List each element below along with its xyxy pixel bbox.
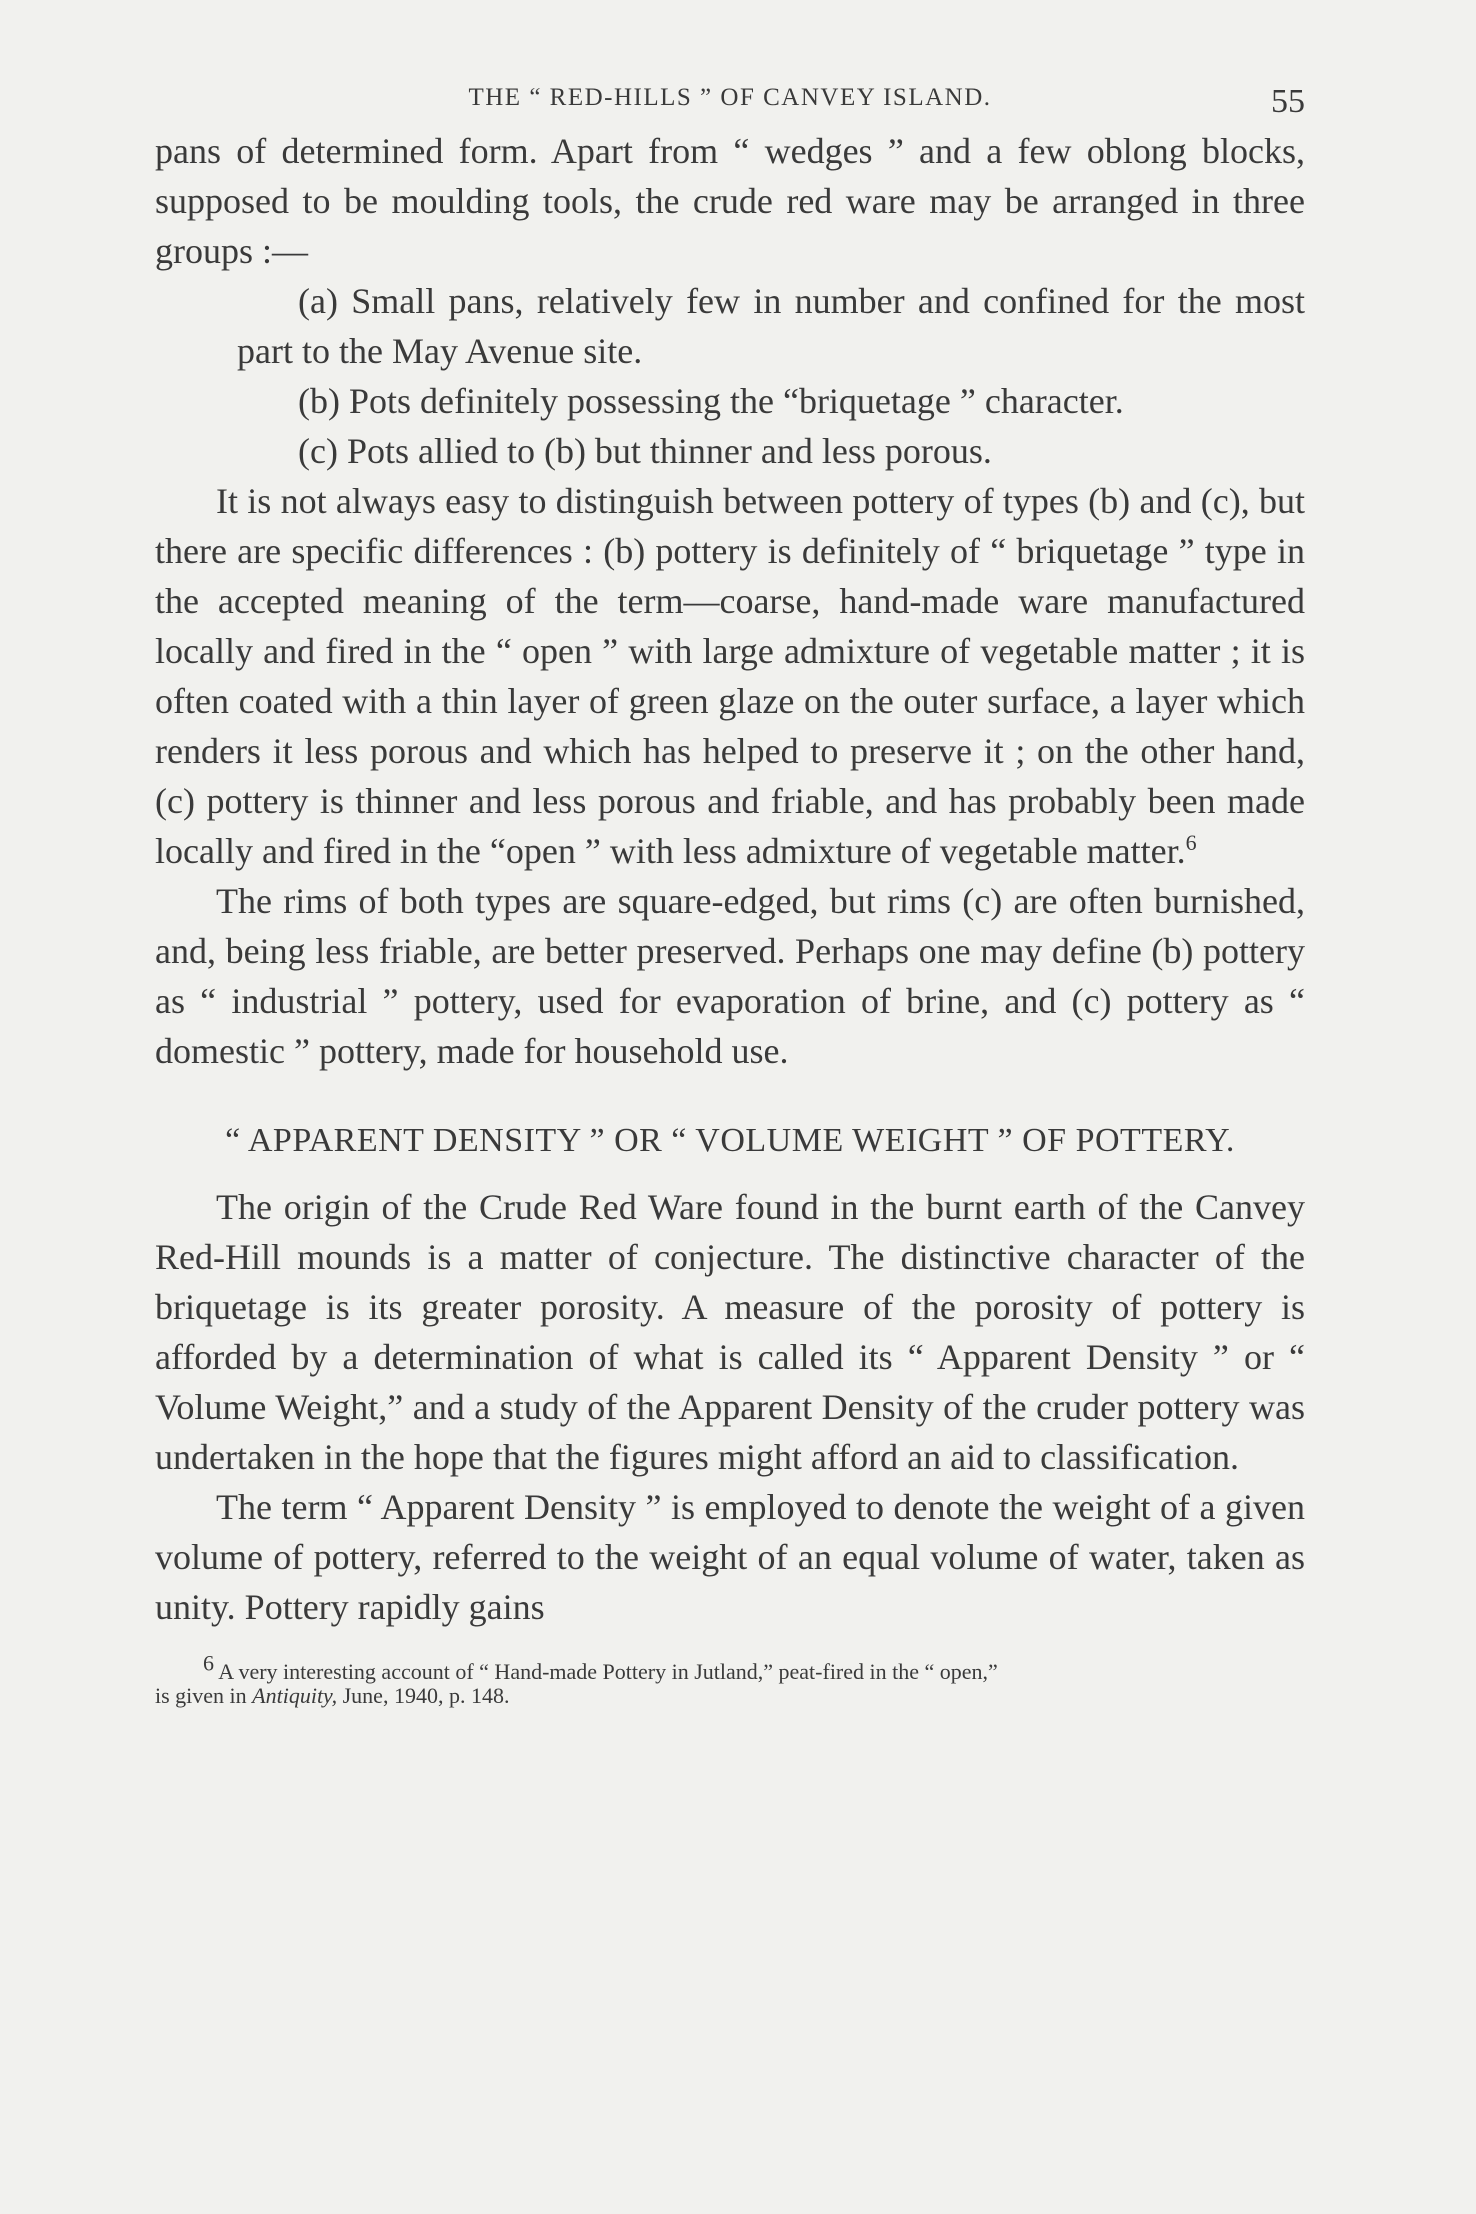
- footnote-journal: Antiquity,: [252, 1683, 338, 1708]
- section-heading: “ APPARENT DENSITY ” OR “ VOLUME WEIGHT ” OF POTTERY.: [225, 1122, 1235, 1159]
- list-item-a: (a) Small pans, relatively few in number and confined for the most part to the May Avenue site.: [237, 281, 1305, 371]
- paragraph-1: pans of determined form. Apart from “ wedges ” and a few oblong blocks, supposed to be moulding tools, the crude red ware may be arranged in three groups :—: [155, 131, 1305, 271]
- paragraph-5: The term “ Apparent Density ” is employed to denote the weight of a given volume of pottery, referred to the weight of an equal volume of water, taken as unity. Pottery rapidly gains: [155, 1487, 1305, 1627]
- paragraph-3: The rims of both types are square-edged, but rims (c) are often burnished, and, being less friable, are better preserved. Perhaps one may define (b) pottery as “ industrial ” pottery, used for evaporation of brine, and (c) pottery as “ domestic ” pottery, made for household use.: [155, 881, 1305, 1071]
- running-title: THE “ RED-HILLS ” OF CANVEY ISLAND.: [468, 84, 992, 111]
- paragraph-4: The origin of the Crude Red Ware found in the burnt earth of the Canvey Red-Hill mounds is a matter of conjecture. The distinctive character of the briquetage is its greater porosity. A measure of the porosity of pottery is afforded by a determination of what is called its “ Apparent Density ” or “ Volume Weight,” and a study of the Apparent Density of the cruder pottery was undertaken in the hope that the figures might afford an aid to classification.: [155, 1187, 1305, 1477]
- footnote-line-2: [155, 1684, 1305, 1708]
- list-item-b: (b) Pots definitely possessing the “briquetage ” character.: [298, 381, 1124, 421]
- footnote-line-1: [155, 1650, 1305, 1684]
- footnote-reference: 6: [1185, 830, 1197, 855]
- running-head: [155, 70, 1305, 126]
- footnote-text-2: June, 1940, p. 148.: [342, 1683, 510, 1708]
- document-page: [155, 70, 1305, 1708]
- page-number: 55: [1271, 83, 1305, 120]
- paragraph-2: [155, 476, 1305, 876]
- footnote-text-1: A very interesting account of “ Hand-made Pottery in Jutland,” peat-fired in the “ open,”: [218, 1659, 998, 1684]
- list-item-c: (c) Pots allied to (b) but thinner and less porous.: [298, 431, 992, 471]
- footnote-text-given: is given in: [155, 1683, 247, 1708]
- footnote-mark: 6: [203, 1650, 214, 1676]
- footnote: [155, 1650, 1305, 1708]
- paragraph-2-text: It is not always easy to distinguish between pottery of types (b) and (c), but there are specific differences : (b) pottery is definitely of “ briquetage ” type in the accepted meaning of the term—coarse, hand-made ware manufactured locally and fired in the “ open ” with large admixture of vegetable matter ; it is often coated with a thin layer of green glaze on the outer surface, a layer which renders it less porous and which has helped to preserve it ; on the other hand, (c) pottery is thinner and less porous and friable, and has probably been made locally and fired in the “open ” with less admixture of vegetable matter.: [155, 481, 1305, 871]
